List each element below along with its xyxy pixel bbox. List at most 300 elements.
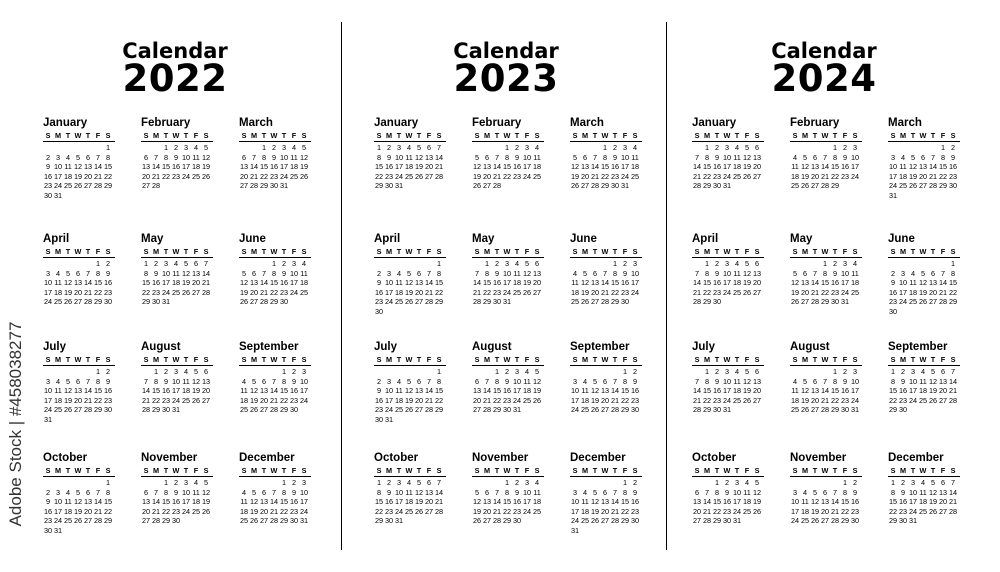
day-cell: 22	[161, 171, 171, 181]
day-cell: 24	[620, 171, 630, 181]
day-cell: 4	[514, 259, 520, 268]
day-cell: 13	[73, 386, 83, 396]
weekday-letter: S	[950, 247, 956, 256]
weekday-letter: F	[291, 131, 297, 140]
day-cell: 13	[414, 386, 424, 396]
day-cell: 14	[820, 386, 830, 396]
day-cell: 1	[504, 478, 510, 487]
weekday-letter: T	[734, 355, 740, 364]
day-cell: 4	[406, 143, 412, 152]
weekday-letter: S	[45, 355, 51, 364]
weekday-header	[141, 131, 213, 142]
weekday-letter: M	[385, 355, 393, 364]
day-cell: 8	[504, 487, 510, 497]
day-cell: 10	[384, 386, 394, 396]
month-name: February	[790, 117, 840, 129]
weekday-letter: T	[612, 355, 618, 364]
day-cell: 9	[386, 152, 392, 162]
day-cell: 5	[534, 367, 540, 376]
day-cell: 2	[376, 268, 382, 278]
weekday-letter: W	[405, 466, 413, 475]
day-cell: 11	[851, 268, 859, 278]
weekday-letter: W	[723, 466, 731, 475]
empty-day-cell	[472, 367, 482, 377]
weekday-letter: M	[899, 131, 907, 140]
day-cell: 6	[602, 376, 608, 386]
day-cell: 7	[261, 268, 267, 278]
day-cell: 18	[191, 497, 201, 507]
day-cell: 25	[289, 171, 299, 181]
month-name: August	[141, 341, 181, 353]
day-cell: 1	[832, 367, 838, 376]
day-cell: 7	[474, 268, 480, 278]
day-grid	[570, 143, 642, 191]
day-cell: 7	[612, 487, 618, 497]
day-cell: 27	[752, 395, 762, 405]
day-cell: 19	[752, 497, 762, 507]
day-cell: 29	[279, 405, 289, 415]
day-cell: 29	[434, 297, 444, 307]
day-cell: 1	[484, 259, 490, 268]
day-cell: 12	[908, 162, 918, 172]
day-cell: 28	[259, 297, 269, 307]
day-cell: 12	[404, 278, 414, 288]
day-cell: 21	[434, 497, 444, 507]
day-cell: 8	[504, 152, 510, 162]
day-cell: 21	[269, 395, 279, 405]
empty-day-cell	[43, 259, 53, 269]
day-cell: 22	[888, 506, 898, 516]
day-cell: 27	[83, 181, 93, 191]
day-cell: 6	[85, 152, 91, 162]
day-cell: 23	[830, 287, 840, 297]
day-cell: 9	[105, 376, 111, 386]
day-cell: 23	[151, 287, 161, 297]
day-cell: 22	[830, 395, 840, 405]
day-cell: 29	[103, 181, 113, 191]
day-cell: 3	[632, 259, 638, 268]
day-cell: 1	[281, 478, 287, 487]
day-cell: 28	[610, 405, 620, 415]
day-cell: 2	[632, 478, 638, 487]
weekday-letter: T	[261, 466, 267, 475]
day-cell: 31	[43, 414, 53, 424]
day-cell: 8	[714, 487, 720, 497]
day-cell: 27	[141, 516, 151, 526]
day-cell: 27	[83, 516, 93, 526]
weekday-header	[570, 247, 642, 258]
weekday-letter: W	[919, 355, 927, 364]
day-cell: 1	[436, 259, 442, 268]
day-cell: 13	[692, 497, 702, 507]
day-cell: 21	[948, 386, 958, 396]
day-cell: 2	[281, 259, 287, 268]
day-cell: 9	[900, 487, 906, 497]
day-cell: 1	[504, 143, 510, 152]
day-cell: 16	[840, 386, 850, 396]
day-cell: 14	[692, 386, 702, 396]
day-cell: 20	[83, 506, 93, 516]
day-cell: 17	[790, 506, 800, 516]
day-cell: 29	[279, 516, 289, 526]
day-cell: 25	[404, 171, 414, 181]
day-cell: 28	[424, 405, 434, 415]
year-panel-2024	[674, 0, 974, 572]
day-cell: 1	[714, 478, 720, 487]
day-cell: 8	[494, 376, 500, 386]
day-cell: 11	[513, 268, 521, 278]
day-cell: 11	[581, 497, 589, 507]
day-cell: 17	[570, 506, 580, 516]
weekday-letter: T	[592, 131, 598, 140]
day-cell: 4	[792, 376, 798, 386]
weekday-letter: W	[270, 131, 278, 140]
year-panel-2022	[25, 0, 325, 572]
day-cell: 8	[832, 152, 838, 162]
day-cell: 17	[850, 386, 860, 396]
day-cell: 28	[151, 181, 161, 191]
day-cell: 21	[83, 287, 93, 297]
day-cell: 9	[514, 152, 520, 162]
day-cell: 3	[291, 259, 297, 268]
day-cell: 15	[840, 497, 850, 507]
day-cell: 3	[842, 259, 848, 268]
weekday-letter: W	[503, 466, 511, 475]
day-cell: 17	[620, 162, 630, 172]
day-cell: 4	[734, 143, 740, 152]
day-cell: 1	[105, 143, 111, 152]
weekday-letter: T	[514, 247, 520, 256]
weekday-letter: T	[396, 131, 402, 140]
weekday-letter: W	[821, 247, 829, 256]
day-cell: 15	[620, 386, 630, 396]
day-cell: 29	[141, 297, 151, 307]
empty-day-cell	[269, 367, 279, 377]
day-cell: 30	[620, 297, 630, 307]
day-cell: 1	[163, 143, 169, 152]
day-cell: 15	[702, 162, 712, 172]
day-cell: 13	[752, 268, 762, 278]
weekday-letter: S	[534, 247, 540, 256]
day-cell: 12	[590, 497, 600, 507]
weekday-letter: T	[832, 355, 838, 364]
day-cell: 19	[800, 395, 810, 405]
day-cell: 25	[239, 516, 249, 526]
day-cell: 31	[850, 405, 860, 415]
weekday-header	[374, 355, 446, 366]
day-cell: 3	[386, 376, 392, 386]
day-cell: 24	[299, 395, 309, 405]
day-cell: 20	[424, 162, 434, 172]
weekday-letter: S	[474, 466, 480, 475]
day-cell: 16	[374, 395, 384, 405]
day-cell: 19	[181, 278, 191, 288]
month-name: June	[888, 233, 915, 245]
weekday-letter: M	[801, 247, 809, 256]
month-april	[374, 233, 446, 317]
empty-day-cell	[928, 143, 938, 153]
weekday-letter: S	[474, 247, 480, 256]
weekday-letter: F	[940, 247, 946, 256]
empty-day-cell	[928, 259, 938, 269]
year-panel-2023	[356, 0, 656, 572]
day-cell: 17	[840, 278, 850, 288]
weekday-letter: T	[65, 131, 71, 140]
weekday-letter: S	[376, 247, 382, 256]
year-label: 2023	[453, 57, 559, 100]
day-cell: 12	[73, 497, 83, 507]
weekday-letter: S	[754, 131, 760, 140]
day-cell: 23	[630, 395, 640, 405]
day-cell: 20	[938, 497, 948, 507]
day-cell: 4	[582, 487, 588, 497]
day-cell: 3	[724, 367, 730, 376]
day-cell: 13	[600, 386, 610, 396]
day-cell: 11	[54, 278, 62, 288]
day-grid	[692, 367, 764, 415]
day-cell: 2	[291, 367, 297, 376]
day-grid	[472, 478, 544, 526]
empty-day-cell	[570, 367, 580, 377]
day-cell: 22	[434, 395, 444, 405]
day-cell: 7	[602, 268, 608, 278]
day-cell: 23	[948, 171, 958, 181]
day-cell: 3	[852, 143, 858, 152]
day-cell: 2	[386, 478, 392, 487]
day-cell: 13	[482, 162, 492, 172]
day-cell: 7	[203, 259, 209, 268]
day-cell: 8	[704, 376, 710, 386]
day-cell: 11	[533, 152, 541, 162]
day-cell: 21	[93, 171, 103, 181]
day-cell: 24	[181, 506, 191, 516]
day-cell: 3	[724, 143, 730, 152]
day-cell: 30	[161, 405, 171, 415]
day-cell: 24	[570, 516, 580, 526]
empty-day-cell	[472, 143, 482, 153]
weekday-letter: T	[812, 247, 818, 256]
weekday-letter: W	[919, 131, 927, 140]
month-november	[790, 452, 862, 526]
day-cell: 20	[141, 506, 151, 516]
day-cell: 15	[434, 386, 444, 396]
day-cell: 25	[239, 405, 249, 415]
day-cell: 1	[281, 367, 287, 376]
day-cell: 12	[191, 376, 201, 386]
day-cell: 18	[63, 506, 73, 516]
day-cell: 20	[73, 395, 83, 405]
day-cell: 24	[43, 297, 53, 307]
day-cell: 26	[249, 405, 259, 415]
empty-day-cell	[810, 367, 820, 377]
weekday-letter: S	[754, 466, 760, 475]
day-cell: 17	[279, 162, 289, 172]
empty-day-cell	[73, 259, 83, 269]
day-cell: 8	[704, 268, 710, 278]
day-cell: 29	[269, 297, 279, 307]
day-cell: 11	[909, 278, 917, 288]
day-cell: 18	[570, 287, 580, 297]
weekday-header	[790, 247, 862, 258]
day-cell: 27	[600, 516, 610, 526]
month-name: January	[692, 117, 737, 129]
day-cell: 31	[394, 516, 404, 526]
day-cell: 16	[502, 386, 512, 396]
weekday-letter: T	[812, 466, 818, 475]
weekday-letter: M	[703, 247, 711, 256]
weekday-letter: T	[163, 247, 169, 256]
weekday-letter: S	[105, 247, 111, 256]
day-cell: 10	[522, 152, 532, 162]
day-cell: 12	[590, 386, 600, 396]
day-cell: 23	[289, 506, 299, 516]
weekday-letter: S	[436, 355, 442, 364]
day-cell: 25	[850, 287, 860, 297]
day-cell: 30	[374, 414, 384, 424]
day-cell: 31	[908, 516, 918, 526]
day-cell: 7	[832, 487, 838, 497]
day-cell: 6	[75, 376, 81, 386]
day-cell: 15	[888, 386, 898, 396]
empty-day-cell	[63, 143, 73, 153]
day-cell: 15	[93, 386, 103, 396]
day-cell: 23	[512, 506, 522, 516]
weekday-letter: W	[821, 466, 829, 475]
day-cell: 17	[299, 497, 309, 507]
day-cell: 27	[201, 395, 211, 405]
weekday-letter: W	[723, 131, 731, 140]
day-cell: 26	[800, 181, 810, 191]
day-cell: 26	[590, 516, 600, 526]
day-cell: 30	[512, 516, 522, 526]
day-cell: 17	[888, 171, 898, 181]
month-name: July	[374, 341, 398, 353]
day-cell: 21	[472, 287, 482, 297]
day-cell: 3	[163, 259, 169, 268]
day-cell: 2	[494, 259, 500, 268]
month-name: August	[790, 341, 830, 353]
weekday-letter: T	[930, 466, 936, 475]
weekday-letter: T	[832, 247, 838, 256]
weekday-letter: T	[592, 466, 598, 475]
month-name: April	[43, 233, 70, 245]
day-cell: 9	[386, 487, 392, 497]
day-cell: 1	[602, 143, 608, 152]
weekday-letter: S	[436, 131, 442, 140]
weekday-letter: W	[503, 247, 511, 256]
empty-day-cell	[570, 143, 580, 153]
month-september	[570, 341, 642, 415]
weekday-header	[141, 466, 213, 477]
day-cell: 6	[416, 268, 422, 278]
day-cell: 18	[918, 386, 928, 396]
day-cell: 19	[63, 395, 73, 405]
day-cell: 14	[830, 497, 840, 507]
day-cell: 28	[269, 405, 279, 415]
day-cell: 13	[249, 278, 259, 288]
weekday-letter: F	[426, 131, 432, 140]
empty-day-cell	[63, 478, 73, 488]
day-cell: 27	[590, 297, 600, 307]
day-cell: 26	[472, 516, 482, 526]
weekday-letter: M	[703, 131, 711, 140]
empty-day-cell	[53, 478, 63, 488]
day-cell: 3	[724, 259, 730, 268]
day-cell: 19	[73, 506, 83, 516]
day-cell: 27	[938, 395, 948, 405]
day-cell: 27	[600, 405, 610, 415]
day-cell: 7	[153, 487, 159, 497]
empty-day-cell	[898, 143, 908, 153]
day-cell: 20	[239, 171, 249, 181]
day-cell: 18	[63, 171, 73, 181]
day-cell: 5	[592, 376, 598, 386]
day-cell: 14	[249, 162, 259, 172]
empty-day-cell	[239, 367, 249, 377]
day-cell: 5	[572, 152, 578, 162]
weekday-letter: S	[890, 355, 896, 364]
day-cell: 5	[406, 268, 412, 278]
empty-day-cell	[492, 478, 502, 488]
weekday-letter: W	[270, 247, 278, 256]
weekday-letter: S	[474, 131, 480, 140]
weekday-letter: M	[581, 355, 589, 364]
weekday-letter: T	[416, 466, 422, 475]
day-cell: 24	[722, 395, 732, 405]
day-cell: 11	[182, 376, 190, 386]
calendar-title: Calendar	[453, 39, 559, 63]
empty-day-cell	[53, 259, 63, 269]
day-cell: 22	[620, 506, 630, 516]
day-cell: 31	[620, 181, 630, 191]
day-cell: 14	[702, 497, 712, 507]
day-grid	[790, 143, 862, 191]
day-cell: 12	[522, 268, 532, 278]
day-cell: 20	[472, 395, 482, 405]
day-cell: 28	[600, 297, 610, 307]
day-cell: 10	[620, 152, 630, 162]
day-cell: 19	[63, 287, 73, 297]
day-cell: 29	[830, 405, 840, 415]
day-cell: 10	[299, 487, 309, 497]
weekday-letter: F	[744, 466, 750, 475]
empty-day-cell	[908, 259, 918, 269]
day-cell: 29	[259, 181, 269, 191]
day-cell: 28	[93, 181, 103, 191]
empty-day-cell	[820, 478, 830, 488]
day-cell: 1	[940, 143, 946, 152]
day-cell: 17	[522, 162, 532, 172]
day-cell: 7	[271, 376, 277, 386]
day-cell: 26	[63, 405, 73, 415]
empty-day-cell	[790, 143, 800, 153]
day-cell: 3	[524, 143, 530, 152]
day-cell: 26	[191, 395, 201, 405]
month-september	[239, 341, 311, 415]
day-cell: 7	[592, 152, 598, 162]
day-cell: 14	[434, 487, 444, 497]
day-cell: 11	[801, 497, 809, 507]
day-cell: 26	[404, 297, 414, 307]
day-cell: 1	[105, 478, 111, 487]
weekday-letter: T	[416, 355, 422, 364]
day-cell: 11	[919, 487, 927, 497]
day-cell: 18	[239, 506, 249, 516]
day-cell: 22	[830, 171, 840, 181]
day-cell: 2	[724, 478, 730, 487]
day-grid	[141, 143, 213, 191]
weekday-letter: S	[203, 131, 209, 140]
